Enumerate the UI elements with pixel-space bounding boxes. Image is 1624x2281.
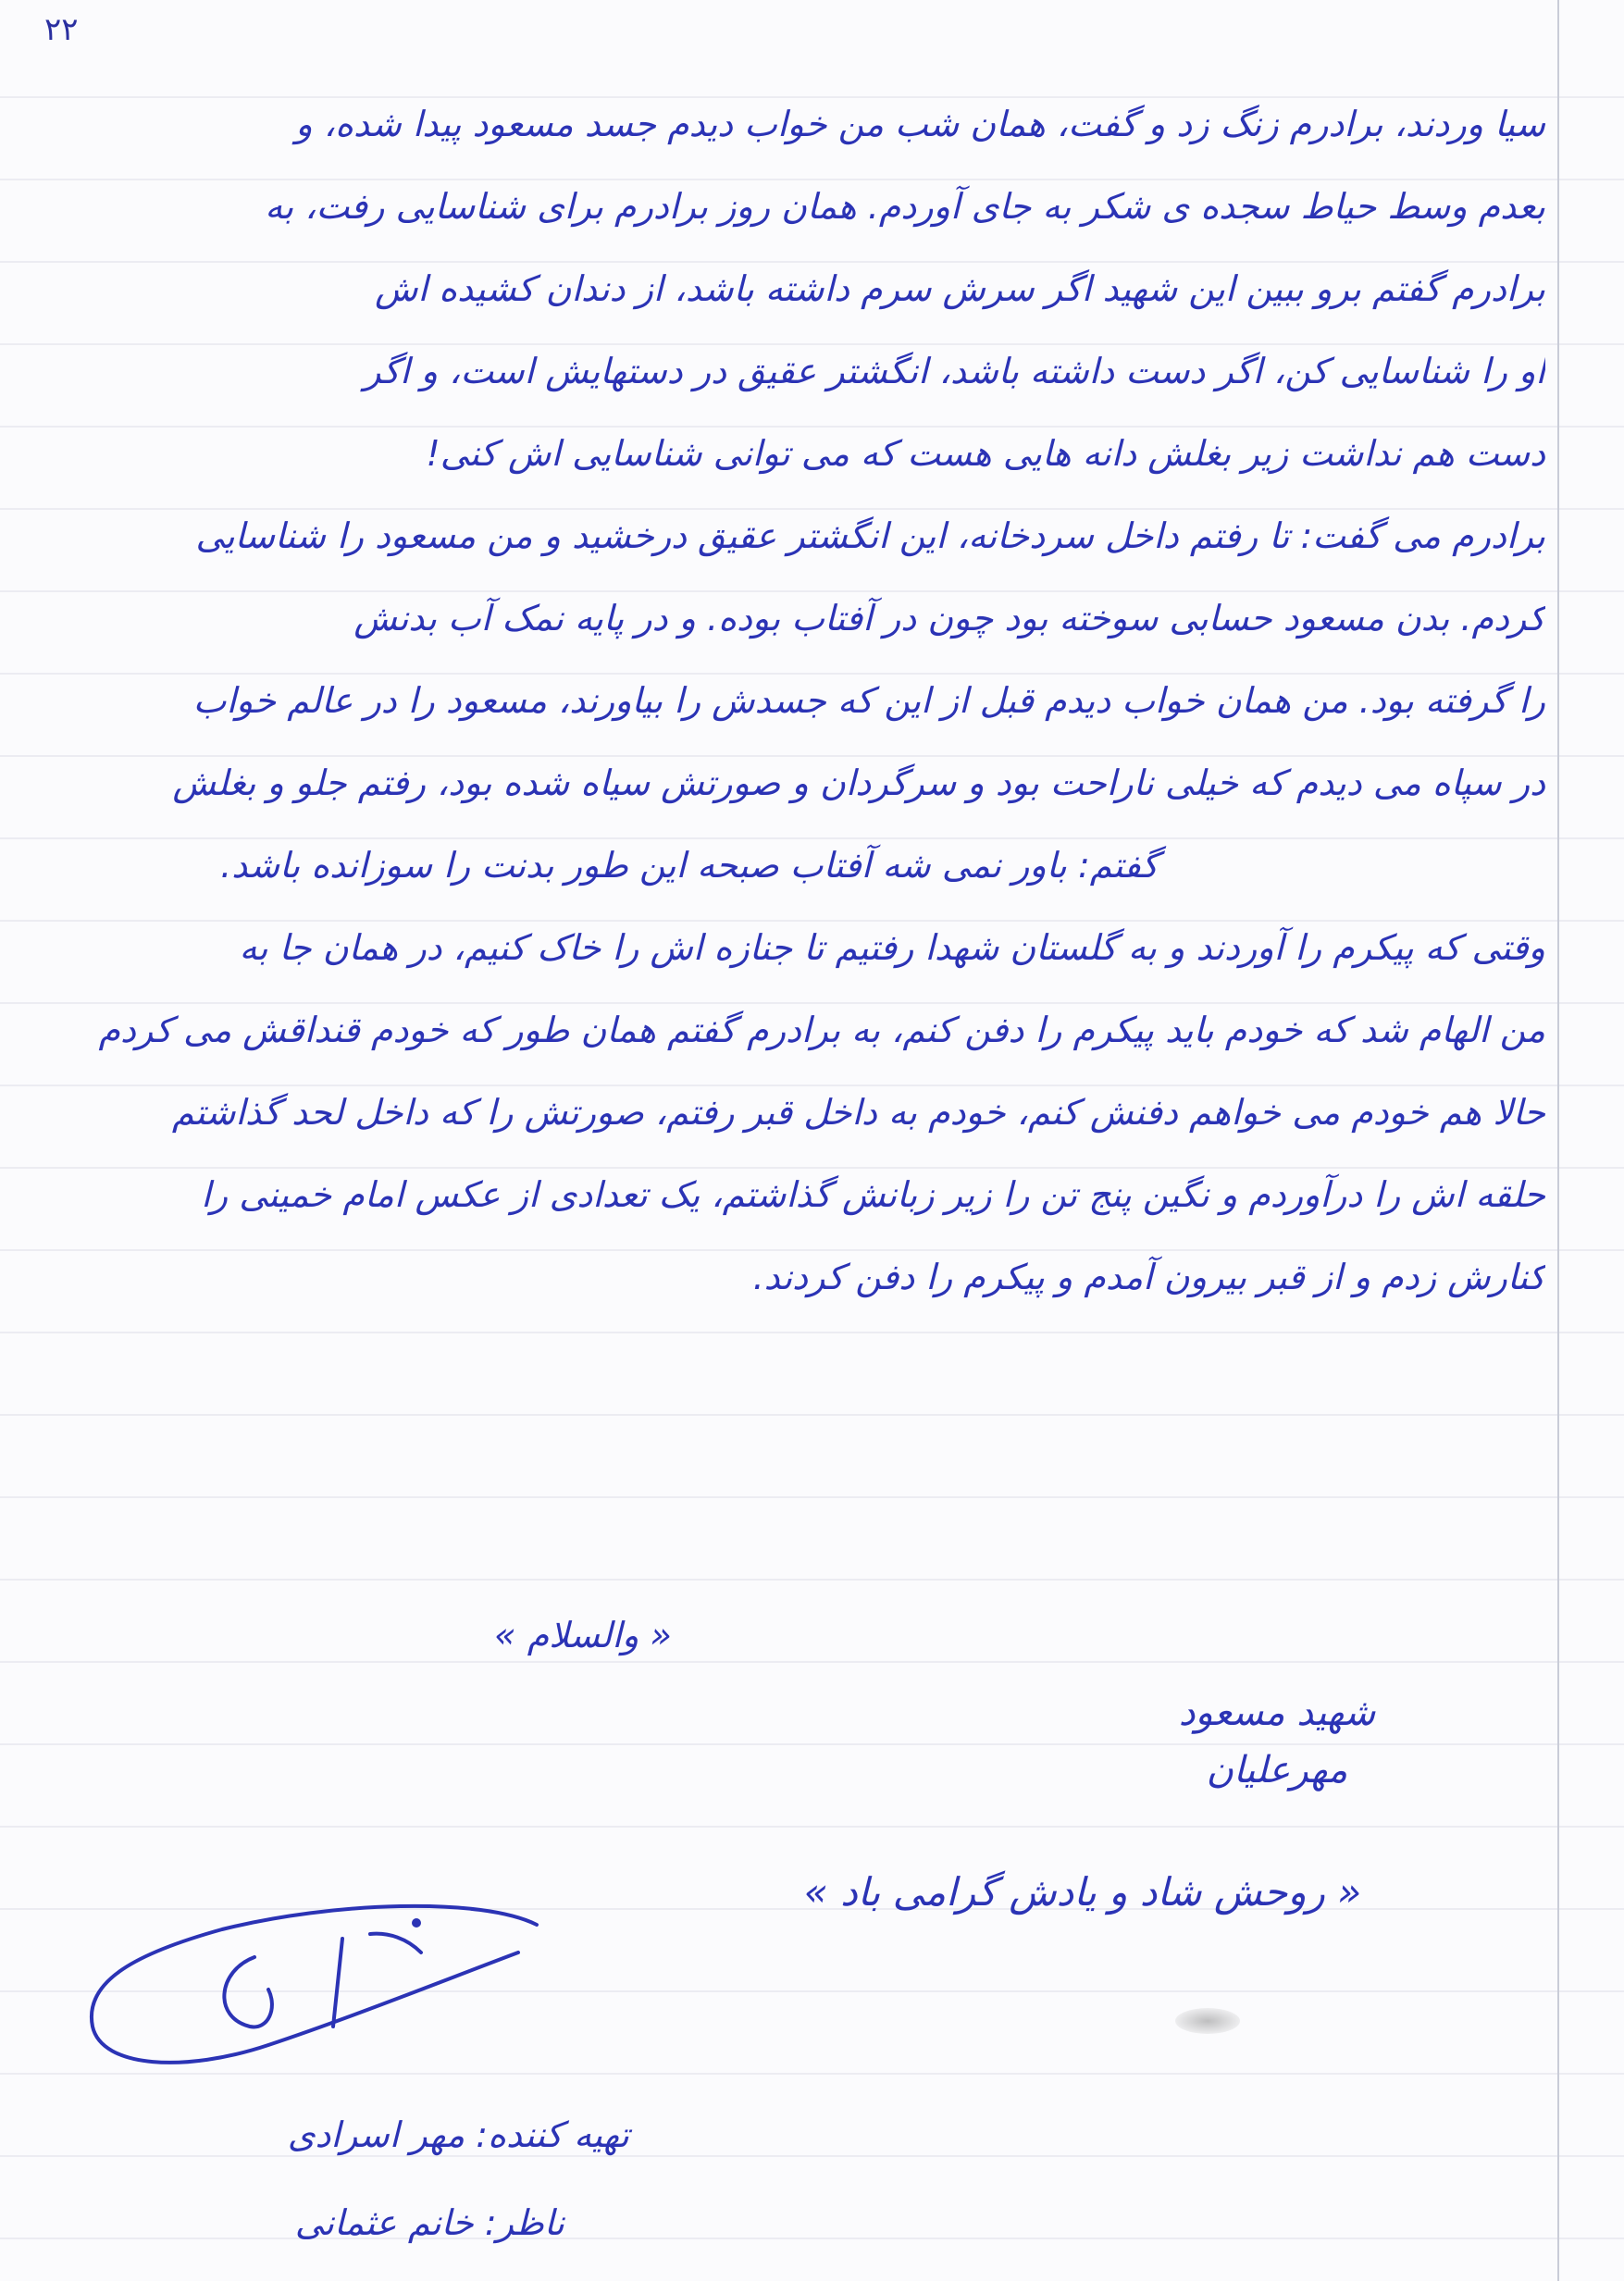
body-line: برادرم می گفت: تا رفتم داخل سردخانه، این انگشتر عقیق درخشید و من مسعود را شناسایی — [195, 515, 1545, 556]
martyr-name — [1018, 1684, 1536, 1799]
letter-body — [37, 83, 1545, 1319]
body-line: کردم. بدن مسعود حسابی سوخته بود چون در آفتاب بوده. و در پایه نمک آب بدنش — [353, 598, 1545, 638]
body-line: دست هم نداشت زیر بغلش دانه هایی هست که می توانی شناسایی اش کنی! — [426, 433, 1545, 474]
page-number: ۲۲ — [44, 11, 79, 48]
supervisor-line: ناظر: خانم عثمانی — [294, 2202, 564, 2243]
preparer-line: تهیه کننده: مهر اسرادی — [287, 2114, 629, 2155]
body-line: حلقه اش را درآوردم و نگین پنج تن را زیر زبانش گذاشتم، یک تعدادی از عکس امام خمینی را — [201, 1174, 1545, 1215]
body-line: گفتم: باور نمی شه آفتاب صبحه این طور بدنت را سوزانده باشد. — [220, 845, 1159, 886]
body-line: من الهام شد که خودم باید پیکرم را دفن کنم، به برادرم گفتم همان طور که خودم قنداقش می کردم — [98, 1010, 1545, 1050]
body-line: را گرفته بود. من همان خواب دیدم قبل از این که جسدش را بیاورند، مسعود را در عالم خواب — [192, 680, 1545, 721]
body-line: وقتی که پیکرم را آوردند و به گلستان شهدا رفتیم تا جنازه اش را خاک کنیم، در همان جا به — [239, 927, 1545, 968]
handwritten-signature — [56, 1888, 574, 2082]
martyr-name-line: شهید مسعود — [1178, 1692, 1376, 1734]
body-line: بعدم وسط حیاط سجده ی شکر به جای آوردم. همان روز برادرم برای شناسایی رفت، به — [265, 186, 1545, 227]
prayer-line: « روحش شاد و یادش گرامی باد » — [803, 1869, 1362, 1915]
body-line: سیا وردند، برادرم زنگ زد و گفت، همان شب من خواب دیدم جسد مسعود پیدا شده، و — [295, 104, 1545, 144]
margin-line — [1557, 0, 1559, 2281]
martyr-name-line: مهرعلیان — [1206, 1749, 1348, 1791]
body-line: در سپاه می دیدم که خیلی ناراحت بود و سرگردان و صورتش سیاه شده بود، رفتم جلو و بغلش — [172, 762, 1545, 803]
body-line: او را شناسایی کن، اگر دست داشته باشد، انگشتر عقیق در دستهایش است، و اگر — [364, 351, 1545, 391]
body-line: حالا هم خودم می خواهم دفنش کنم، خودم به داخل قبر رفتم، صورتش را که داخل لحد گذاشتم — [171, 1092, 1545, 1133]
body-line: کنارش زدم و از قبر بیرون آمدم و پیکرم را دفن کردند. — [752, 1257, 1545, 1297]
body-line: برادرم گفتم برو ببین این شهید اگر سرش سرم داشته باشد، از دندان کشیده اش — [375, 268, 1545, 309]
ink-smudge — [1175, 2008, 1240, 2034]
closing-salutation: « والسلام » — [494, 1615, 672, 1655]
